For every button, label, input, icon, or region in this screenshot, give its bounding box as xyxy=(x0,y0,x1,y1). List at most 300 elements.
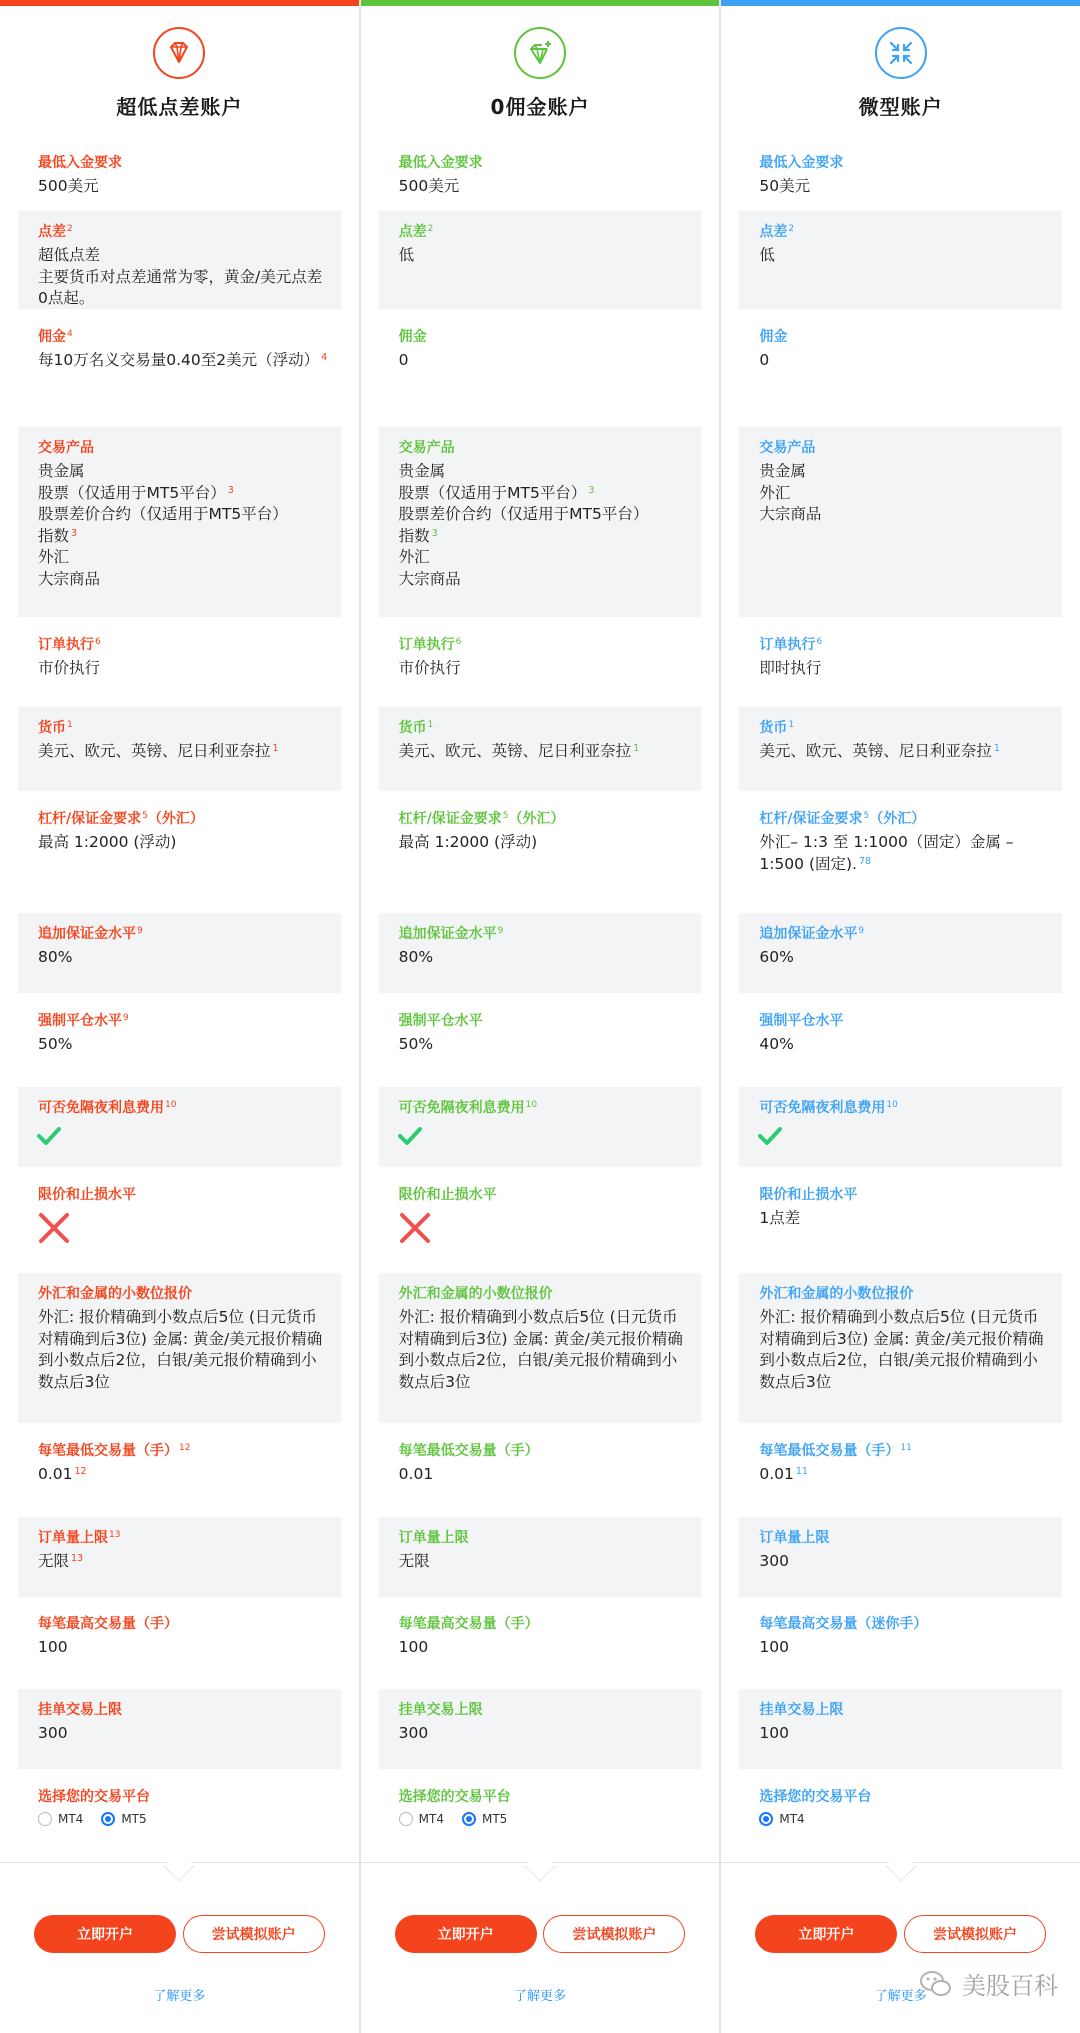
account-column xyxy=(721,0,1080,2033)
row-label xyxy=(38,1099,176,1117)
watermark xyxy=(918,1966,1058,2001)
product-name: 外汇 xyxy=(38,548,70,566)
row-limit-stop xyxy=(379,1174,702,1266)
row-label xyxy=(399,925,504,943)
row-label-text: 强制平仓水平 xyxy=(398,1013,483,1029)
product-name: 贵金属 xyxy=(398,462,446,480)
account-header xyxy=(721,6,1080,142)
footnote-ref: 4 xyxy=(321,352,328,363)
row-stop-out xyxy=(379,1000,702,1080)
row-value xyxy=(759,1637,1050,1659)
row-label-text: 可否免隔夜利息费用 xyxy=(38,1100,164,1116)
product-item xyxy=(399,461,690,483)
footnote-ref: 2 xyxy=(427,224,434,234)
open-account-button[interactable]: 立即开户 xyxy=(755,1915,897,1953)
row-value-text: 无限 xyxy=(398,1552,430,1570)
row-label xyxy=(38,439,94,457)
platform-option-label: MT4 xyxy=(779,1812,805,1826)
row-currency xyxy=(379,707,702,791)
row-label-text: 追加保证金水平 xyxy=(398,926,497,942)
row-value xyxy=(399,1637,690,1659)
footnote-ref: 1 xyxy=(633,743,640,754)
row-value xyxy=(399,1464,690,1486)
radio-button[interactable] xyxy=(101,1812,115,1826)
platform-option-label: MT4 xyxy=(418,1812,444,1826)
row-value-text: 美元、欧元、英镑、尼日利亚奈拉 xyxy=(38,742,271,760)
row-value xyxy=(399,832,690,854)
product-name: 股票（仅适用于MT5平台） xyxy=(398,483,587,502)
row-label-text: 每笔最低交易量（手） xyxy=(759,1443,900,1459)
row-products xyxy=(739,427,1062,617)
row-value-text: 美元、欧元、英镑、尼日利亚奈拉 xyxy=(398,742,632,760)
footnote-ref: 1 xyxy=(788,720,795,730)
row-value xyxy=(399,1551,690,1573)
row-label xyxy=(759,1442,911,1460)
check-icon xyxy=(36,1125,62,1147)
learn-more-link[interactable]: 了解更多 xyxy=(153,1989,206,2004)
row-label xyxy=(399,1529,469,1547)
product-name: 大宗商品 xyxy=(398,569,461,588)
product-item xyxy=(399,569,690,591)
row-label xyxy=(38,1701,122,1719)
row-label xyxy=(399,1099,537,1117)
row-label-text: 订单执行 xyxy=(398,637,455,653)
row-pending-limit xyxy=(18,1689,341,1769)
row-value xyxy=(399,947,690,969)
row-label-text: 每笔最高交易量（手） xyxy=(38,1616,178,1632)
footnote-ref: 5 xyxy=(863,811,870,821)
demo-account-button[interactable]: 尝试模拟账户 xyxy=(904,1915,1046,1953)
row-value xyxy=(759,947,1050,969)
row-label xyxy=(399,810,565,828)
open-account-button[interactable]: 立即开户 xyxy=(395,1915,537,1953)
footnote-ref: 6 xyxy=(455,637,462,647)
row-limit-stop xyxy=(739,1174,1062,1266)
diamond-icon xyxy=(153,27,205,79)
row-label xyxy=(759,1012,843,1030)
row-swap-free xyxy=(739,1087,1062,1167)
row-value-text: 最高 1:2000 (浮动) xyxy=(38,833,177,851)
row-label-text: 订单执行 xyxy=(759,637,816,653)
row-label-suffix: （外汇） xyxy=(508,811,565,827)
row-value xyxy=(399,741,690,763)
row-label-text: 每笔最低交易量（手） xyxy=(38,1443,178,1459)
row-label-text: 交易产品 xyxy=(38,440,94,456)
radio-button[interactable] xyxy=(399,1812,413,1826)
row-label xyxy=(399,1285,553,1303)
row-execution xyxy=(18,624,341,700)
account-title: 超低点差账户 xyxy=(116,95,243,119)
row-value xyxy=(38,1464,329,1486)
product-name: 贵金属 xyxy=(38,462,85,480)
open-account-button[interactable]: 立即开户 xyxy=(34,1915,176,1953)
row-value xyxy=(38,1307,329,1393)
row-value xyxy=(759,832,1050,875)
action-buttons xyxy=(395,1915,686,1953)
row-platform xyxy=(379,1776,702,1856)
row-spread xyxy=(18,211,341,309)
row-label xyxy=(38,223,73,241)
row-commission xyxy=(18,316,341,420)
product-name: 贵金属 xyxy=(759,462,806,480)
row-value xyxy=(399,1034,690,1056)
row-label-text: 强制平仓水平 xyxy=(759,1013,844,1029)
row-label xyxy=(399,1701,483,1719)
platform-option-mt4[interactable] xyxy=(38,1812,83,1826)
row-label xyxy=(759,1285,913,1303)
row-label-text: 限价和止损水平 xyxy=(38,1187,136,1203)
row-value xyxy=(399,658,690,680)
row-label-text: 点差 xyxy=(398,224,427,240)
row-value-text: 0.01 xyxy=(398,1465,434,1483)
row-label-text: 交易产品 xyxy=(398,440,455,456)
row-label-text: 交易产品 xyxy=(759,440,816,456)
footnote-ref: 1 xyxy=(67,720,73,730)
row-value-text: 超低点差 主要货币对点差通常为零，黄金/美元点差0点起。 xyxy=(38,246,323,307)
learn-more-link[interactable]: 了解更多 xyxy=(514,1989,567,2004)
row-label-text: 外汇和金属的小数位报价 xyxy=(398,1286,553,1302)
row-label xyxy=(759,925,864,943)
row-value-text: 美元、欧元、英镑、尼日利亚奈拉 xyxy=(759,742,992,760)
footnote-ref: 3 xyxy=(588,484,595,496)
row-label xyxy=(759,1615,927,1633)
account-column xyxy=(361,0,720,2033)
product-item xyxy=(399,483,690,505)
row-value xyxy=(759,245,1050,267)
row-label xyxy=(399,636,462,654)
row-min-deposit xyxy=(379,142,702,204)
account-header xyxy=(361,6,720,142)
action-buttons xyxy=(755,1915,1046,1953)
footnote-ref: 6 xyxy=(816,637,823,647)
platform-options xyxy=(38,1812,147,1826)
row-stop-out xyxy=(739,1000,1062,1080)
row-label-text: 订单量上限 xyxy=(398,1530,469,1546)
row-value-text: 100 xyxy=(398,1638,429,1656)
product-name: 外汇 xyxy=(398,548,430,566)
row-value-text: 500美元 xyxy=(398,177,460,195)
platform-option-mt5[interactable] xyxy=(462,1812,507,1826)
row-swap-free xyxy=(18,1087,341,1167)
row-value-text: 100 xyxy=(759,1638,789,1656)
row-label-text: 选择您的交易平台 xyxy=(398,1789,511,1805)
row-value-text: 外汇: 报价精确到小数点后5位 (日元货币对精确到后3位) 金属: 黄金/美元报价精确到小数点后2位，白银/美元报价精确到小数点后3位 xyxy=(398,1308,683,1391)
row-label xyxy=(38,636,101,654)
row-label-text: 限价和止损水平 xyxy=(759,1187,858,1203)
row-value-text: 50% xyxy=(38,1035,73,1053)
row-value xyxy=(38,350,329,372)
row-stop-out xyxy=(18,1000,341,1080)
row-label-text: 订单量上限 xyxy=(38,1530,108,1546)
row-swap-free xyxy=(379,1087,702,1167)
account-title: 0佣金账户 xyxy=(490,95,590,119)
row-value-text: 300 xyxy=(759,1552,789,1570)
row-value xyxy=(38,1723,329,1745)
row-decimals xyxy=(18,1273,341,1423)
product-name: 大宗商品 xyxy=(38,569,101,588)
row-value-text: 市价执行 xyxy=(398,659,461,677)
product-item xyxy=(759,461,1050,483)
row-value xyxy=(38,1551,329,1573)
row-execution xyxy=(379,624,702,700)
footnote-ref: 13 xyxy=(71,1553,84,1564)
row-value xyxy=(399,176,690,198)
row-value-text: 0 xyxy=(398,351,409,369)
row-decimals xyxy=(739,1273,1062,1423)
row-label xyxy=(759,439,815,457)
row-label xyxy=(38,1788,150,1806)
row-label-text: 每笔最低交易量（手） xyxy=(398,1443,539,1459)
row-value xyxy=(399,350,690,372)
row-label xyxy=(38,1012,129,1030)
row-label-text: 挂单交易上限 xyxy=(398,1702,483,1718)
row-label-text: 佣金 xyxy=(38,329,66,345)
row-max-orders xyxy=(379,1517,702,1597)
row-label-text: 选择您的交易平台 xyxy=(38,1789,150,1805)
row-value xyxy=(38,832,329,854)
row-label xyxy=(38,719,73,737)
row-leverage xyxy=(379,798,702,906)
row-commission xyxy=(739,316,1062,420)
product-item xyxy=(38,461,329,483)
row-label xyxy=(399,154,483,172)
row-label xyxy=(399,328,427,346)
row-label xyxy=(399,439,455,457)
footnote-ref: 12 xyxy=(74,1466,87,1477)
product-name: 外汇 xyxy=(759,483,791,502)
row-value-text: 300 xyxy=(38,1724,68,1742)
footnote-ref: 9 xyxy=(858,926,865,936)
row-label-text: 选择您的交易平台 xyxy=(759,1789,872,1805)
products-list xyxy=(38,461,329,590)
row-commission xyxy=(379,316,702,420)
row-value xyxy=(399,245,690,267)
footnote-ref: 78 xyxy=(858,855,872,867)
row-value-text: 80% xyxy=(398,948,434,966)
row-value-text: 80% xyxy=(38,948,73,966)
row-value-text: 低 xyxy=(398,246,415,264)
row-label-text: 订单量上限 xyxy=(759,1530,830,1546)
row-execution xyxy=(739,624,1062,700)
row-platform xyxy=(18,1776,341,1856)
platform-option-mt5[interactable] xyxy=(101,1812,146,1826)
footnote-ref: 2 xyxy=(788,224,795,234)
row-min-deposit xyxy=(739,142,1062,204)
row-label xyxy=(38,1285,192,1303)
row-label-text: 限价和止损水平 xyxy=(398,1187,497,1203)
row-value-text: 外汇: 报价精确到小数点后5位 (日元货币对精确到后3位) 金属: 黄金/美元报价精确到小数点后2位，白银/美元报价精确到小数点后3位 xyxy=(38,1308,323,1391)
footnote-ref: 3 xyxy=(227,484,234,496)
row-value-text: 50美元 xyxy=(759,177,811,195)
demo-account-button[interactable]: 尝试模拟账户 xyxy=(543,1915,685,1953)
footnote-ref: 5 xyxy=(142,811,148,821)
row-label xyxy=(759,1788,871,1806)
compress-arrows-icon xyxy=(875,27,927,79)
product-name: 大宗商品 xyxy=(759,505,822,523)
footnote-ref: 1 xyxy=(427,720,434,730)
row-label xyxy=(38,1615,178,1633)
row-label xyxy=(38,328,73,346)
row-value-text: 外汇: 报价精确到小数点后5位 (日元货币对精确到后3位) 金属: 黄金/美元报价精确到小数点后2位，白银/美元报价精确到小数点后3位 xyxy=(759,1308,1044,1391)
radio-button[interactable] xyxy=(462,1812,476,1826)
row-label xyxy=(759,1186,857,1204)
row-label-text: 佣金 xyxy=(759,329,788,345)
row-value: 1点差 xyxy=(759,1209,801,1227)
row-value-text: 500美元 xyxy=(38,177,99,195)
row-min-lot xyxy=(379,1430,702,1510)
radio-button[interactable] xyxy=(38,1812,52,1826)
account-title: 微型账户 xyxy=(858,95,943,119)
row-label-text: 挂单交易上限 xyxy=(759,1702,844,1718)
product-item xyxy=(759,483,1050,505)
row-value-text: 50% xyxy=(398,1035,434,1053)
footnote-ref: 11 xyxy=(900,1443,912,1453)
row-label xyxy=(38,925,143,943)
row-label xyxy=(399,1615,539,1633)
row-label-text: 杠杆/保证金要求 xyxy=(398,811,502,827)
footnote-ref: 2 xyxy=(67,224,73,234)
footnote-ref: 9 xyxy=(497,926,504,936)
row-value-text: 最高 1:2000 (浮动) xyxy=(398,833,538,851)
row-value-text: 300 xyxy=(398,1724,429,1742)
row-spread xyxy=(379,211,702,309)
learn-more-link[interactable]: 了解更多 xyxy=(874,1989,927,2004)
row-limit-stop xyxy=(18,1174,341,1266)
row-label-suffix: （外汇） xyxy=(869,811,926,827)
row-max-lot xyxy=(739,1603,1062,1683)
product-item xyxy=(38,569,329,591)
platform-option-label: MT4 xyxy=(58,1812,84,1826)
product-item xyxy=(38,547,329,569)
products-list xyxy=(399,461,690,590)
product-item xyxy=(399,504,690,526)
row-label xyxy=(759,1099,897,1117)
row-min-lot xyxy=(739,1430,1062,1510)
row-max-orders xyxy=(18,1517,341,1597)
row-label-text: 每笔最高交易量（手） xyxy=(398,1616,539,1632)
row-label-text: 外汇和金属的小数位报价 xyxy=(759,1286,914,1302)
row-label-text: 最低入金要求 xyxy=(38,155,122,171)
platform-option-mt4[interactable] xyxy=(399,1812,444,1826)
row-margin-call xyxy=(18,913,341,993)
row-value xyxy=(38,658,329,680)
row-value xyxy=(38,947,329,969)
platform-option-label: MT5 xyxy=(121,1812,147,1826)
row-value xyxy=(399,1723,690,1745)
row-label xyxy=(759,719,794,737)
row-margin-call xyxy=(739,913,1062,993)
product-item xyxy=(38,483,329,505)
row-label xyxy=(399,719,434,737)
row-label xyxy=(399,1012,483,1030)
row-label xyxy=(759,223,794,241)
footnote-ref: 6 xyxy=(95,637,101,647)
footnote-ref: 9 xyxy=(137,926,143,936)
radio-button[interactable] xyxy=(759,1812,773,1826)
product-name: 指数 xyxy=(398,526,430,545)
row-leverage xyxy=(18,798,341,906)
row-label-text: 点差 xyxy=(38,224,66,240)
row-label-text: 点差 xyxy=(759,224,788,240)
row-label xyxy=(759,328,787,346)
row-decimals xyxy=(379,1273,702,1423)
demo-account-button[interactable]: 尝试模拟账户 xyxy=(183,1915,325,1953)
row-label-text: 追加保证金水平 xyxy=(759,926,858,942)
row-label-text: 货币 xyxy=(398,720,427,736)
row-value-text: 即时执行 xyxy=(759,659,822,677)
row-products xyxy=(379,427,702,617)
row-spread xyxy=(739,211,1062,309)
row-value xyxy=(38,1637,329,1659)
row-value-text: 外汇– 1:3 至 1:1000（固定）金属 – 1:500 (固定). xyxy=(759,833,1014,873)
row-value xyxy=(759,741,1050,763)
check-icon xyxy=(757,1125,783,1147)
footnote-ref: 9 xyxy=(123,1013,129,1023)
row-platform xyxy=(739,1776,1062,1856)
row-label xyxy=(759,154,843,172)
row-label xyxy=(759,636,822,654)
row-value-text: 市价执行 xyxy=(38,659,101,677)
row-label-text: 最低入金要求 xyxy=(398,155,483,171)
row-max-orders xyxy=(739,1517,1062,1597)
row-label xyxy=(399,1788,511,1806)
row-min-deposit xyxy=(18,142,341,204)
row-value xyxy=(38,245,329,310)
product-item xyxy=(399,526,690,548)
row-label xyxy=(38,154,122,172)
row-label xyxy=(38,1186,136,1204)
footnote-ref: 11 xyxy=(795,1466,808,1477)
action-buttons xyxy=(34,1915,325,1953)
footnote-ref: 3 xyxy=(431,527,438,539)
row-value-text: 0.01 xyxy=(38,1465,73,1483)
footnote-ref: 13 xyxy=(109,1530,121,1540)
row-value xyxy=(759,350,1050,372)
row-value-text: 100 xyxy=(38,1638,68,1656)
row-label xyxy=(399,1442,539,1460)
row-value xyxy=(759,1723,1050,1745)
row-value xyxy=(38,1034,329,1056)
footnote-ref: 1 xyxy=(993,743,1000,754)
row-label-text: 货币 xyxy=(759,720,788,736)
row-label-text: 可否免隔夜利息费用 xyxy=(759,1100,886,1116)
row-label xyxy=(38,810,204,828)
product-name: 股票差价合约（仅适用于MT5平台） xyxy=(398,505,649,523)
row-value-text: 60% xyxy=(759,948,794,966)
row-value-text: 0 xyxy=(759,351,770,369)
footnote-ref: 4 xyxy=(67,329,73,339)
row-leverage xyxy=(739,798,1062,906)
footnote-ref: 1 xyxy=(272,743,279,754)
row-label-text: 货币 xyxy=(38,720,66,736)
platform-options xyxy=(759,1812,804,1826)
row-label-text: 追加保证金水平 xyxy=(38,926,136,942)
wechat-icon xyxy=(918,1969,954,1999)
row-pending-limit xyxy=(739,1689,1062,1769)
row-value xyxy=(759,1551,1050,1573)
row-value xyxy=(38,741,329,763)
row-value xyxy=(759,1307,1050,1393)
row-label xyxy=(759,1529,829,1547)
product-item xyxy=(38,526,329,548)
diamond-plus-icon xyxy=(514,27,566,79)
product-name: 股票差价合约（仅适用于MT5平台） xyxy=(38,505,288,523)
footnote-ref: 5 xyxy=(502,811,509,821)
row-label xyxy=(759,1701,843,1719)
platform-option-mt4[interactable] xyxy=(759,1812,804,1826)
row-label-text: 订单执行 xyxy=(38,637,94,653)
row-value-text: 0.01 xyxy=(759,1465,794,1483)
